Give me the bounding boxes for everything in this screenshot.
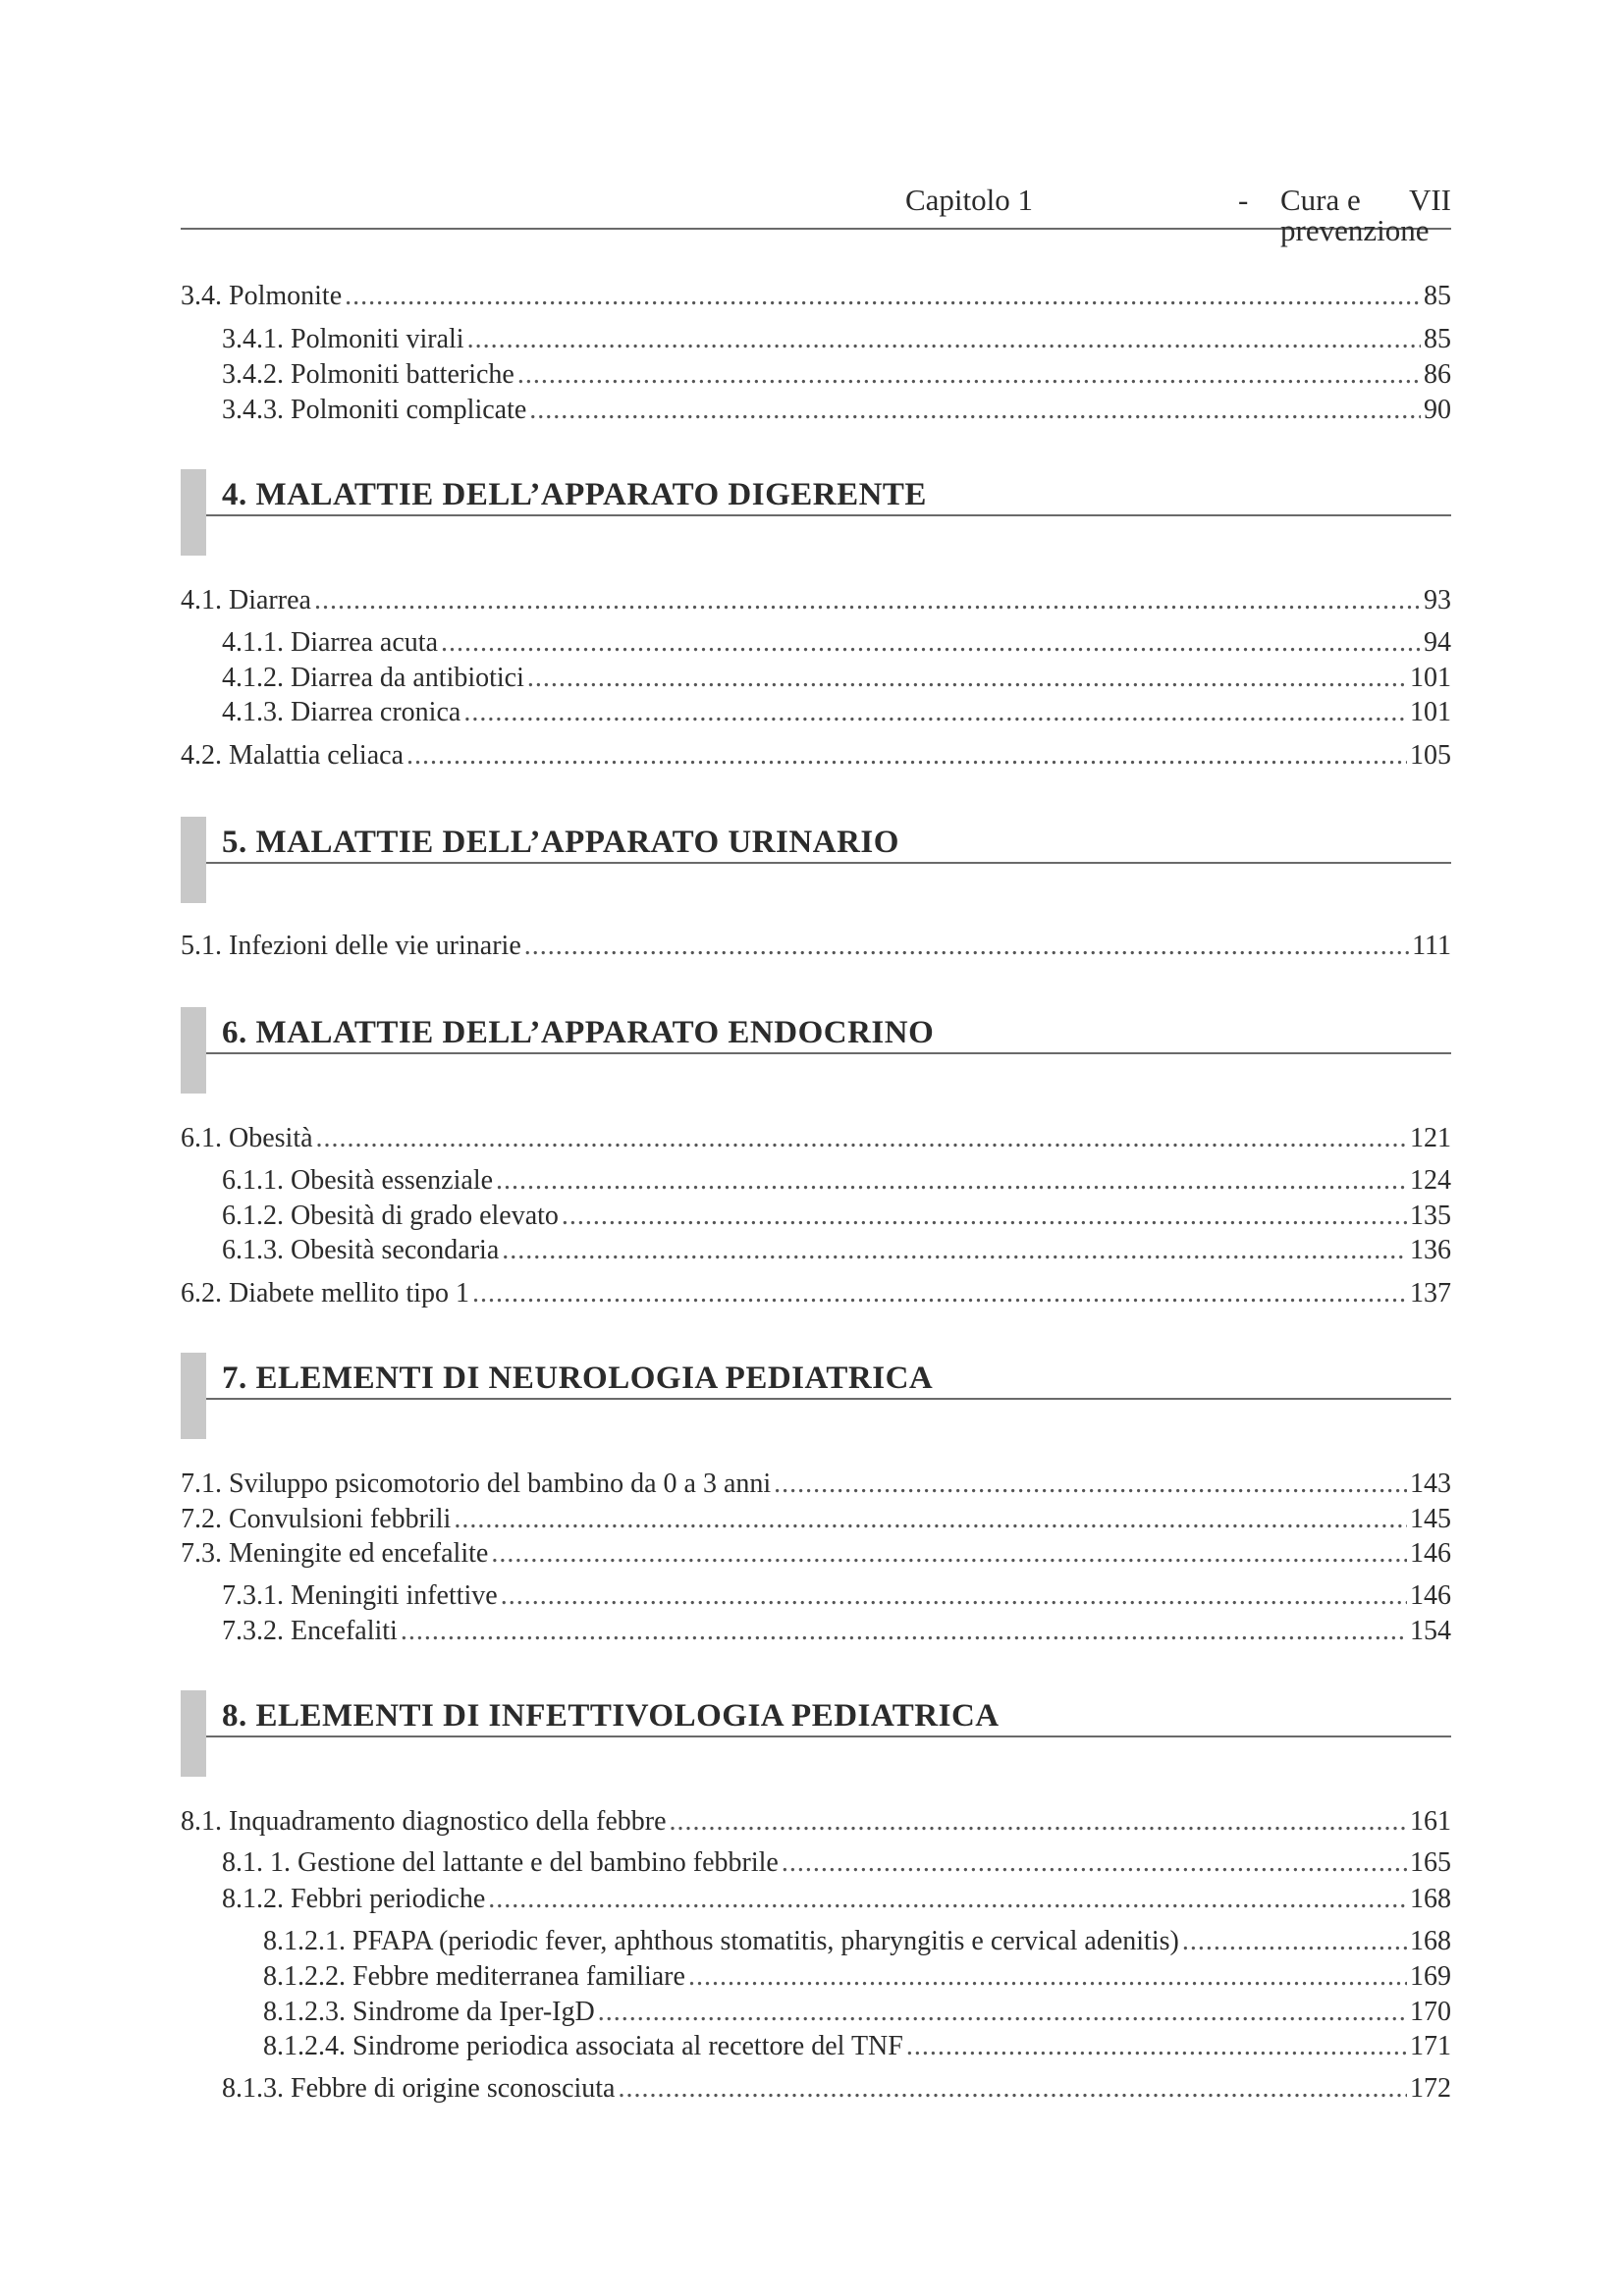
dot-leader [502, 1233, 1407, 1268]
toc-entry-label: 7.3. Meningite ed encefalite [181, 1538, 489, 1569]
toc-entry-page: 86 [1424, 359, 1451, 390]
toc-entry-label: 8.1.3. Febbre di origine sconosciuta [222, 2073, 616, 2104]
header-chapter: Capitolo 1 [905, 183, 1034, 217]
toc-entry-page: 161 [1410, 1806, 1451, 1837]
toc-entry[interactable] [181, 1121, 1451, 1156]
toc-entry[interactable] [222, 1845, 1451, 1881]
toc-entry-label: 6.1.2. Obesità di grado elevato [222, 1201, 559, 1231]
toc-entry[interactable] [222, 2071, 1451, 2107]
toc-entry-page: 94 [1424, 627, 1451, 658]
toc-entry-page: 165 [1410, 1847, 1451, 1878]
chapter-rule [206, 1735, 1451, 1737]
toc-entry-label: 8.1. Inquadramento diagnostico della febbre [181, 1806, 667, 1837]
chapter-title: 5. MALATTIE DELL’APPARATO URINARIO [222, 825, 899, 860]
toc-entry-label: 8.1.2. Febbri periodiche [222, 1884, 486, 1914]
toc-entry-page: 171 [1410, 2031, 1451, 2061]
toc-entry-page: 101 [1410, 697, 1451, 727]
toc-entry-page: 101 [1410, 663, 1451, 693]
toc-entry-label: 4.1.3. Diarrea cronica [222, 697, 461, 727]
dot-leader [467, 322, 1421, 357]
chapter-title: 6. MALATTIE DELL’APPARATO ENDOCRINO [222, 1015, 935, 1050]
toc-entry-page: 111 [1412, 931, 1451, 961]
dot-leader [454, 1502, 1407, 1537]
toc-entry-label: 8.1.2.3. Sindrome da Iper-IgD [263, 1997, 595, 2027]
toc-entry-label: 3.4.2. Polmoniti batteriche [222, 359, 514, 390]
toc-entry[interactable] [181, 1276, 1451, 1311]
toc-entry-label: 3.4.1. Polmoniti virali [222, 324, 464, 354]
toc-entry-page: 168 [1410, 1884, 1451, 1914]
toc-entry-page: 124 [1410, 1165, 1451, 1196]
dot-leader [517, 357, 1421, 393]
toc-entry-page: 170 [1410, 1997, 1451, 2027]
toc-entry-page: 85 [1424, 281, 1451, 311]
chapter-heading [181, 817, 1451, 903]
toc-entry-page: 93 [1424, 585, 1451, 615]
chapter-rule [206, 514, 1451, 516]
toc-entry-label: 5.1. Infezioni delle vie urinarie [181, 931, 521, 961]
toc-entry-page: 154 [1410, 1616, 1451, 1646]
toc-entry-label: 7.2. Convulsioni febbrili [181, 1504, 452, 1534]
dot-leader [401, 1614, 1407, 1649]
toc-entry-label: 8.1.2.4. Sindrome periodica associata al recettore del TNF [263, 2031, 903, 2061]
dot-leader [524, 929, 1409, 964]
toc-entry[interactable] [222, 1163, 1451, 1199]
toc-entry-label: 3.4. Polmonite [181, 281, 343, 311]
toc-entry[interactable] [263, 1959, 1451, 1995]
chapter-title: 7. ELEMENTI DI NEUROLOGIA PEDIATRICA [222, 1361, 934, 1396]
toc-entry[interactable] [181, 1502, 1451, 1537]
toc-entry-page: 136 [1410, 1235, 1451, 1265]
dot-leader [782, 1845, 1407, 1881]
toc-entry-page: 172 [1410, 2073, 1451, 2104]
chapter-heading [181, 469, 1451, 556]
chapter-heading [181, 1353, 1451, 1439]
toc-entry-page: 146 [1410, 1538, 1451, 1569]
toc-entry[interactable] [263, 2029, 1451, 2064]
dot-leader [1182, 1924, 1407, 1959]
toc-entry-label: 6.1.1. Obesità essenziale [222, 1165, 494, 1196]
toc-entry[interactable] [222, 1199, 1451, 1234]
dot-leader [598, 1995, 1407, 2030]
toc-entry[interactable] [222, 695, 1451, 730]
dot-leader [774, 1467, 1407, 1502]
header-page-number: VII [1408, 183, 1451, 217]
toc-entry[interactable] [222, 1233, 1451, 1268]
dot-leader [345, 279, 1421, 314]
toc-entry-label: 8.1.2.1. PFAPA (periodic fever, aphthous stomatitis, pharyngitis e cervical adenitis) [263, 1926, 1179, 1956]
toc-entry[interactable] [222, 661, 1451, 696]
toc-entry-label: 6.1. Obesità [181, 1123, 313, 1153]
toc-entry[interactable] [222, 357, 1451, 393]
toc-entry-page: 169 [1410, 1961, 1451, 1992]
dot-leader [501, 1578, 1407, 1614]
toc-entry-label: 4.2. Malattia celiaca [181, 740, 404, 771]
header-title: Cura e prevenzione [1280, 183, 1430, 247]
chapter-rule [206, 1052, 1451, 1054]
toc-entry[interactable] [181, 279, 1451, 314]
toc-entry-label: 8.1. 1. Gestione del lattante e del bambino febbrile [222, 1847, 779, 1878]
toc-entry-label: 4.1.1. Diarrea acuta [222, 627, 438, 658]
toc-entry[interactable] [181, 738, 1451, 774]
dot-leader [491, 1536, 1407, 1572]
dot-leader [688, 1959, 1407, 1995]
dot-leader [906, 2029, 1407, 2064]
toc-entry[interactable] [181, 1467, 1451, 1502]
chapter-marker-bar [181, 1690, 206, 1777]
toc-entry[interactable] [222, 393, 1451, 428]
chapter-heading [181, 1007, 1451, 1094]
toc-entry[interactable] [263, 1924, 1451, 1959]
chapter-marker-bar [181, 469, 206, 556]
toc-entry-page: 85 [1424, 324, 1451, 354]
toc-entry[interactable] [222, 322, 1451, 357]
toc-entry-label: 8.1.2.2. Febbre mediterranea familiare [263, 1961, 685, 1992]
dot-leader [441, 625, 1421, 661]
dot-leader [472, 1276, 1407, 1311]
toc-entry-page: 90 [1424, 395, 1451, 425]
chapter-rule [206, 862, 1451, 864]
running-header [181, 175, 1451, 247]
dot-leader [314, 583, 1421, 618]
chapter-title: 8. ELEMENTI DI INFETTIVOLOGIA PEDIATRICA [222, 1698, 1000, 1734]
dot-leader [562, 1199, 1407, 1234]
dot-leader [618, 2071, 1407, 2107]
toc-entry[interactable] [181, 583, 1451, 618]
chapter-rule [206, 1398, 1451, 1400]
toc-entry[interactable] [181, 929, 1451, 964]
toc-entry-page: 146 [1410, 1580, 1451, 1611]
toc-entry[interactable] [222, 1614, 1451, 1649]
toc-entry-label: 7.3.1. Meningiti infettive [222, 1580, 498, 1611]
chapter-marker-bar [181, 1353, 206, 1439]
toc-entry-label: 4.1. Diarrea [181, 585, 311, 615]
toc-entry[interactable] [181, 1536, 1451, 1572]
dot-leader [316, 1121, 1407, 1156]
chapter-marker-bar [181, 817, 206, 903]
toc-entry[interactable] [181, 1804, 1451, 1840]
toc-entry-label: 7.1. Sviluppo psicomotorio del bambino da 0 a 3 anni [181, 1468, 772, 1499]
toc-entry-label: 4.1.2. Diarrea da antibiotici [222, 663, 524, 693]
dot-leader [496, 1163, 1407, 1199]
toc-entry[interactable] [222, 625, 1451, 661]
toc-entry[interactable] [263, 1995, 1451, 2030]
dot-leader [406, 738, 1407, 774]
toc-entry[interactable] [222, 1882, 1451, 1917]
toc-entry-page: 135 [1410, 1201, 1451, 1231]
toc-entry[interactable] [222, 1578, 1451, 1614]
toc-entry-label: 7.3.2. Encefaliti [222, 1616, 398, 1646]
toc-entry-page: 137 [1410, 1278, 1451, 1308]
toc-entry-label: 3.4.3. Polmoniti complicate [222, 395, 527, 425]
dot-leader [670, 1804, 1408, 1840]
toc-entry-page: 145 [1410, 1504, 1451, 1534]
dot-leader [463, 695, 1407, 730]
toc-entry-label: 6.1.3. Obesità secondaria [222, 1235, 500, 1265]
toc-entry-page: 121 [1410, 1123, 1451, 1153]
header-separator: - [1238, 183, 1249, 217]
toc-entry-page: 143 [1410, 1468, 1451, 1499]
chapter-marker-bar [181, 1007, 206, 1094]
dot-leader [527, 661, 1407, 696]
dot-leader [488, 1882, 1407, 1917]
toc-entry-label: 6.2. Diabete mellito tipo 1 [181, 1278, 469, 1308]
toc-entry-page: 105 [1410, 740, 1451, 771]
chapter-heading [181, 1690, 1451, 1777]
dot-leader [529, 393, 1421, 428]
toc-entry-page: 168 [1410, 1926, 1451, 1956]
chapter-title: 4. MALATTIE DELL’APPARATO DIGERENTE [222, 477, 927, 512]
